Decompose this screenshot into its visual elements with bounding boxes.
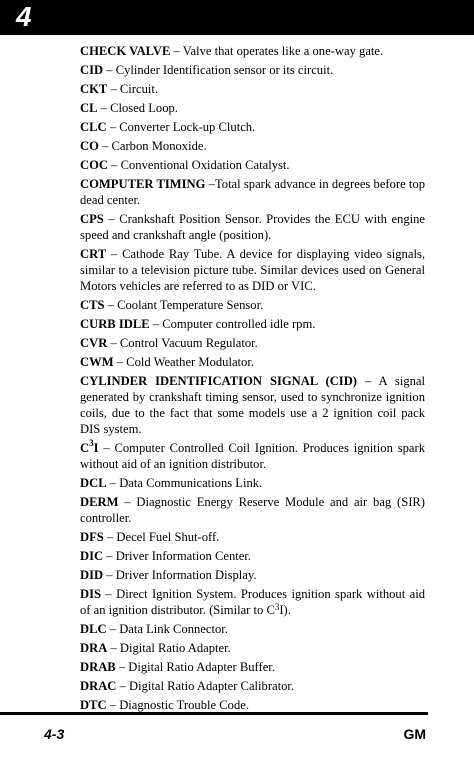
glossary-separator: – <box>101 587 117 601</box>
glossary-entry <box>80 211 425 243</box>
glossary-separator: – <box>115 660 129 674</box>
glossary-definition: Control Vacuum Regulator. <box>119 336 258 350</box>
glossary-term: CL <box>80 101 98 115</box>
glossary-separator: – <box>106 698 120 712</box>
glossary-definition: Cylinder Identification sensor or its circuit. <box>115 63 334 77</box>
glossary-separator: – <box>98 441 115 455</box>
footer-divider <box>0 712 428 715</box>
glossary-definition: Data Communications Link. <box>119 476 263 490</box>
glossary-entry <box>80 548 425 564</box>
glossary-separator: – <box>106 622 120 636</box>
glossary-definition: Conventional Oxidation Catalyst. <box>120 158 290 172</box>
glossary-definition: Decel Fuel Shut-off. <box>116 530 220 544</box>
glossary-separator: – <box>103 530 117 544</box>
glossary-entry <box>80 316 425 332</box>
glossary-separator: – <box>107 336 120 350</box>
chapter-header-bar <box>0 0 474 35</box>
glossary-entry <box>80 157 425 173</box>
glossary-separator: – <box>97 101 111 115</box>
glossary-entry <box>80 697 425 713</box>
glossary-separator: – <box>103 63 116 77</box>
glossary-entry <box>80 678 425 694</box>
glossary-entry <box>80 437 426 472</box>
glossary-term: CO <box>80 139 99 153</box>
glossary-definition: Diagnostic Trouble Code. <box>119 698 249 712</box>
glossary-entry <box>80 621 425 637</box>
glossary-definition: Circuit. <box>119 82 159 96</box>
glossary-definition: Computer Controlled Coil Ignition. Produces ignition spark without aid of an ignition distributor. <box>80 441 426 471</box>
glossary-separator: – <box>170 44 183 58</box>
glossary-definition: Valve that operates like a one-way gate. <box>182 44 384 58</box>
glossary-separator: – <box>103 549 116 563</box>
glossary-term: CVR <box>80 336 108 350</box>
glossary-entry <box>80 640 425 656</box>
glossary-term: DID <box>80 568 104 582</box>
glossary-entry <box>80 176 425 208</box>
glossary-definition: Crankshaft Position Sensor. Provides the ECU with engine speed and crankshaft angle (position). <box>80 212 426 242</box>
glossary-entry <box>80 43 425 59</box>
glossary-definition: Driver Information Center. <box>115 549 252 563</box>
glossary-definition: Converter Lock-up Clutch. <box>119 120 256 134</box>
glossary-entry <box>80 62 425 78</box>
glossary-term: DRAB <box>80 660 116 674</box>
glossary-entry <box>80 567 425 583</box>
glossary-definition: A signal generated by crankshaft timing sensor, used to synchronize ignition coils, due to the fact that some models use a 2 ignition coil pack DIS system. <box>80 374 425 436</box>
chapter-number: 4 <box>16 1 32 32</box>
glossary-entry <box>80 373 425 437</box>
glossary-separator: – <box>106 476 120 490</box>
glossary-term: DTC <box>80 698 107 712</box>
glossary-definition: Digital Ratio Adapter. <box>119 641 231 655</box>
glossary-list <box>80 43 425 716</box>
glossary-entry <box>80 586 425 618</box>
glossary-definition: Driver Information Display. <box>115 568 257 582</box>
glossary-entry <box>80 659 425 675</box>
glossary-term: CID <box>80 63 104 77</box>
glossary-separator: – <box>108 158 121 172</box>
glossary-term: COC <box>80 158 108 172</box>
glossary-entry <box>80 335 425 351</box>
glossary-term: $C^3I$ <box>80 437 99 455</box>
footer-brand: GM <box>403 726 426 742</box>
glossary-term: DLC <box>80 622 107 636</box>
glossary-definition: Digital Ratio Adapter Calibrator. <box>128 679 295 693</box>
glossary-separator: – <box>103 212 120 226</box>
glossary-term: CURB IDLE <box>80 317 150 331</box>
glossary-definition: Diagnostic Energy Reserve Module and air bag (SIR) controller. <box>80 495 425 525</box>
glossary-separator: – <box>107 641 120 655</box>
glossary-separator: – <box>149 317 163 331</box>
glossary-separator: – <box>103 568 116 582</box>
glossary-term: DFS <box>80 530 104 544</box>
glossary-separator: – <box>357 374 379 388</box>
glossary-entry <box>80 475 425 491</box>
glossary-term: CTS <box>80 298 105 312</box>
glossary-entry <box>80 138 425 154</box>
glossary-separator: – <box>113 355 127 369</box>
glossary-entry <box>80 297 425 313</box>
glossary-separator: – <box>106 120 120 134</box>
glossary-entry <box>80 100 425 116</box>
glossary-definition: Computer controlled idle rpm. <box>162 317 316 331</box>
glossary-definition: Digital Ratio Adapter Buffer. <box>128 660 275 674</box>
glossary-term: CHECK VALVE <box>80 44 171 58</box>
glossary-entry <box>80 529 425 545</box>
glossary-separator: – <box>118 495 137 509</box>
glossary-term: CYLINDER IDENTIFICATION SIGNAL (CID) <box>80 374 357 388</box>
glossary-term: DERM <box>80 495 119 509</box>
page-number: 4-3 <box>44 726 65 742</box>
glossary-separator: – <box>107 82 120 96</box>
glossary-term: CWM <box>80 355 114 369</box>
glossary-definition: Cathode Ray Tube. A device for displaying video signals, similar to a television picture tube. Similar devices used on General Motors vehicles are referred to as DID or VIC. <box>80 247 425 293</box>
glossary-separator: – <box>98 139 112 153</box>
glossary-entry <box>80 354 425 370</box>
glossary-term: CRT <box>80 247 107 261</box>
glossary-term: DIC <box>80 549 104 563</box>
glossary-definition: Cold Weather Modulator. <box>126 355 254 369</box>
glossary-separator: – <box>106 247 123 261</box>
glossary-definition: Direct Ignition System. Produces ignition spark without aid of an ignition distributor. (Similar to $C^3I$). <box>80 587 425 617</box>
glossary-entry <box>80 119 425 135</box>
glossary-definition: Total spark advance in degrees before top dead center. <box>80 177 425 207</box>
glossary-term: CPS <box>80 212 104 226</box>
glossary-term: DIS <box>80 587 101 601</box>
glossary-entry <box>80 246 425 294</box>
glossary-term: DCL <box>80 476 107 490</box>
glossary-definition: Carbon Monoxide. <box>111 139 207 153</box>
glossary-definition: Closed Loop. <box>110 101 178 115</box>
glossary-term: CKT <box>80 82 108 96</box>
glossary-separator: – <box>104 298 118 312</box>
glossary-separator: – <box>116 679 129 693</box>
glossary-term: DRA <box>80 641 108 655</box>
glossary-term: COMPUTER TIMING <box>80 177 206 191</box>
glossary-entry <box>80 81 425 97</box>
glossary-term: CLC <box>80 120 107 134</box>
glossary-definition: Coolant Temperature Sensor. <box>117 298 264 312</box>
glossary-entry <box>80 494 425 526</box>
glossary-term: DRAC <box>80 679 117 693</box>
glossary-definition: Data Link Connector. <box>119 622 228 636</box>
glossary-separator: – <box>205 177 215 191</box>
